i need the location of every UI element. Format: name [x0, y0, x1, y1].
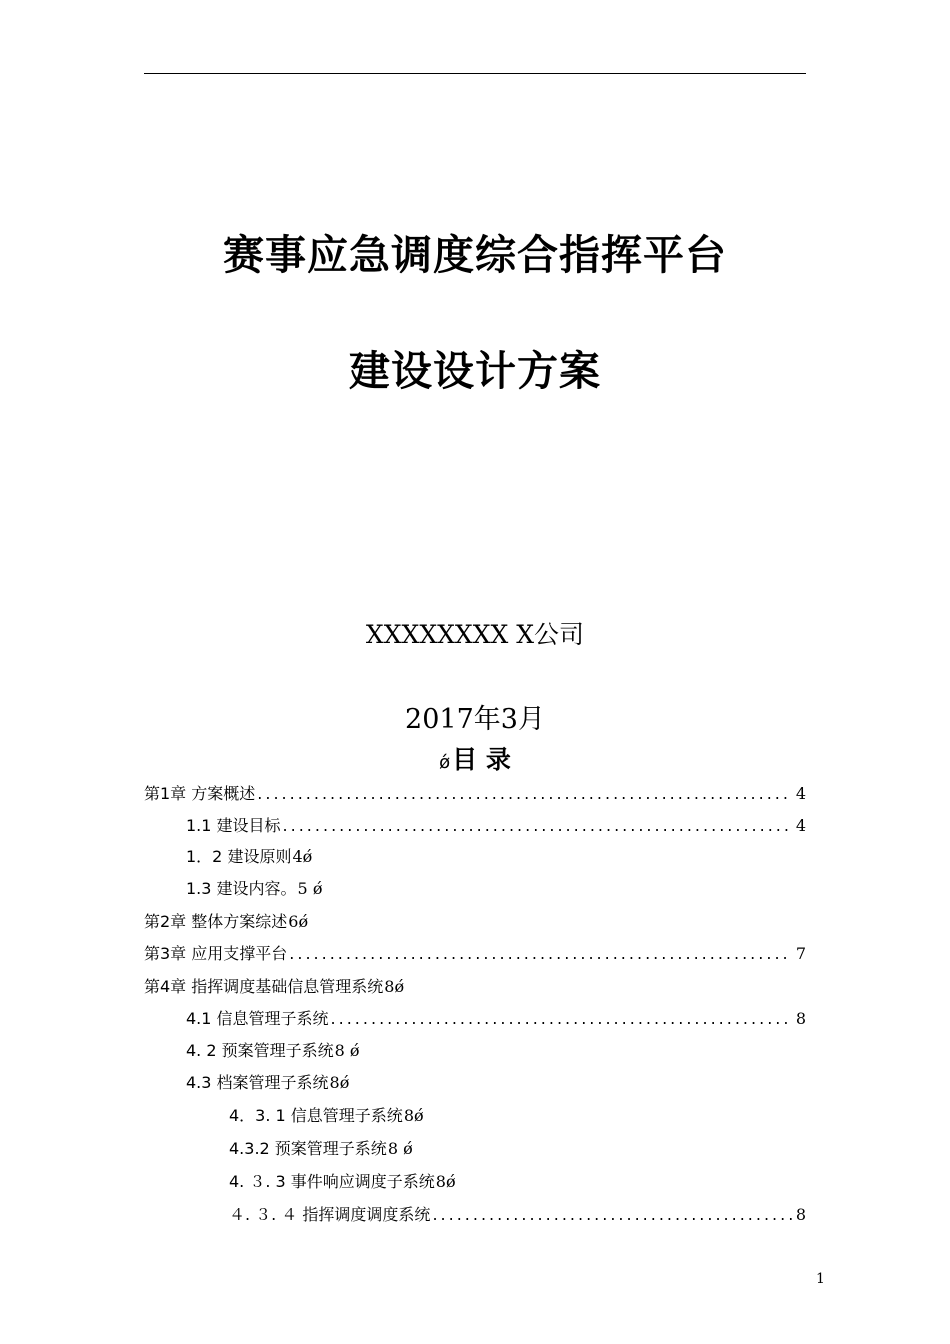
toc-entry-label: 1.1 建设目标 — [186, 816, 281, 835]
toc-entry-page: 8 — [795, 1205, 806, 1224]
toc-leader-dots — [432, 1203, 791, 1227]
toc-entry-label: 1．2 建设原则 — [186, 847, 292, 866]
toc-entry-page: 4 — [795, 816, 806, 835]
toc-entry-label: 1.3 建设内容。 — [186, 879, 297, 898]
toc-entry-label: ４. ３. ４ 指挥调度调度系统 — [229, 1205, 431, 1224]
toc-entry-label: 4.3 档案管理子系统 — [186, 1073, 329, 1092]
toc-entry-label: 4．3. 1 信息管理子系统 — [229, 1106, 403, 1125]
toc-entry-label: 4. 2 预案管理子系统 — [186, 1041, 334, 1060]
toc-entry[interactable] — [229, 1104, 424, 1128]
toc-entry-page: 7 — [795, 944, 806, 963]
toc-leader-dots — [289, 942, 792, 966]
document-title-line2: 建设设计方案 — [349, 347, 601, 395]
toc-entry-label: 第1章 方案概述 — [144, 784, 256, 803]
toc-entry-page: 8 ǿ — [334, 1041, 360, 1060]
toc-entry-page: 8ǿ — [384, 977, 405, 996]
toc-entry-label: 4.3.2 预案管理子系统 — [229, 1139, 387, 1158]
toc-entry[interactable] — [186, 1007, 806, 1031]
toc-entry[interactable] — [186, 845, 312, 869]
page-number: 1 — [816, 1271, 825, 1287]
toc-entry-page: 8 — [795, 1009, 806, 1028]
toc-leader-dots — [283, 814, 792, 838]
toc-entry-label: 4.1 信息管理子系统 — [186, 1009, 329, 1028]
toc-heading-text: 目 录 — [452, 745, 511, 774]
header-rule — [144, 73, 806, 74]
toc-entry-page: 8ǿ — [329, 1073, 350, 1092]
toc-entry[interactable] — [186, 1071, 349, 1095]
toc-marker: ǿ — [439, 752, 451, 773]
toc-entry-label: 第3章 应用支撑平台 — [144, 944, 288, 963]
toc-entry[interactable] — [229, 1170, 456, 1194]
toc-entry-label: 4. ３. 3 事件响应调度子系统 — [229, 1172, 435, 1191]
toc-entry-page: 8ǿ — [403, 1106, 424, 1125]
toc-leader-dots — [257, 782, 792, 806]
toc-entry[interactable] — [144, 782, 806, 806]
toc-leader-dots — [331, 1007, 792, 1031]
toc-entry-page: 4 — [795, 784, 806, 803]
document-date: 2017年3月 — [405, 704, 545, 735]
toc-entry[interactable] — [186, 877, 322, 901]
toc-entry-label: 第2章 整体方案综述 — [144, 912, 288, 931]
toc-entry[interactable] — [229, 1203, 806, 1227]
toc-entry-page: 6ǿ — [288, 912, 309, 931]
toc-entry[interactable] — [229, 1137, 413, 1161]
toc-entry[interactable] — [144, 975, 404, 999]
toc-entry-page: 5 ǿ — [297, 879, 323, 898]
toc-entry[interactable] — [186, 814, 806, 838]
toc-heading — [0, 740, 950, 776]
toc-entry[interactable] — [144, 942, 806, 966]
toc-entry-label: 第4章 指挥调度基础信息管理系统 — [144, 977, 384, 996]
toc-entry[interactable] — [186, 1039, 360, 1063]
toc-entry-page: 8ǿ — [435, 1172, 456, 1191]
toc-entry-page: 8 ǿ — [387, 1139, 413, 1158]
document-title-line1: 赛事应急调度综合指挥平台 — [223, 231, 727, 279]
toc-entry[interactable] — [144, 910, 308, 934]
company-name: XXXXXXXX X公司 — [365, 620, 585, 649]
toc-entry-page: 4ǿ — [292, 847, 313, 866]
